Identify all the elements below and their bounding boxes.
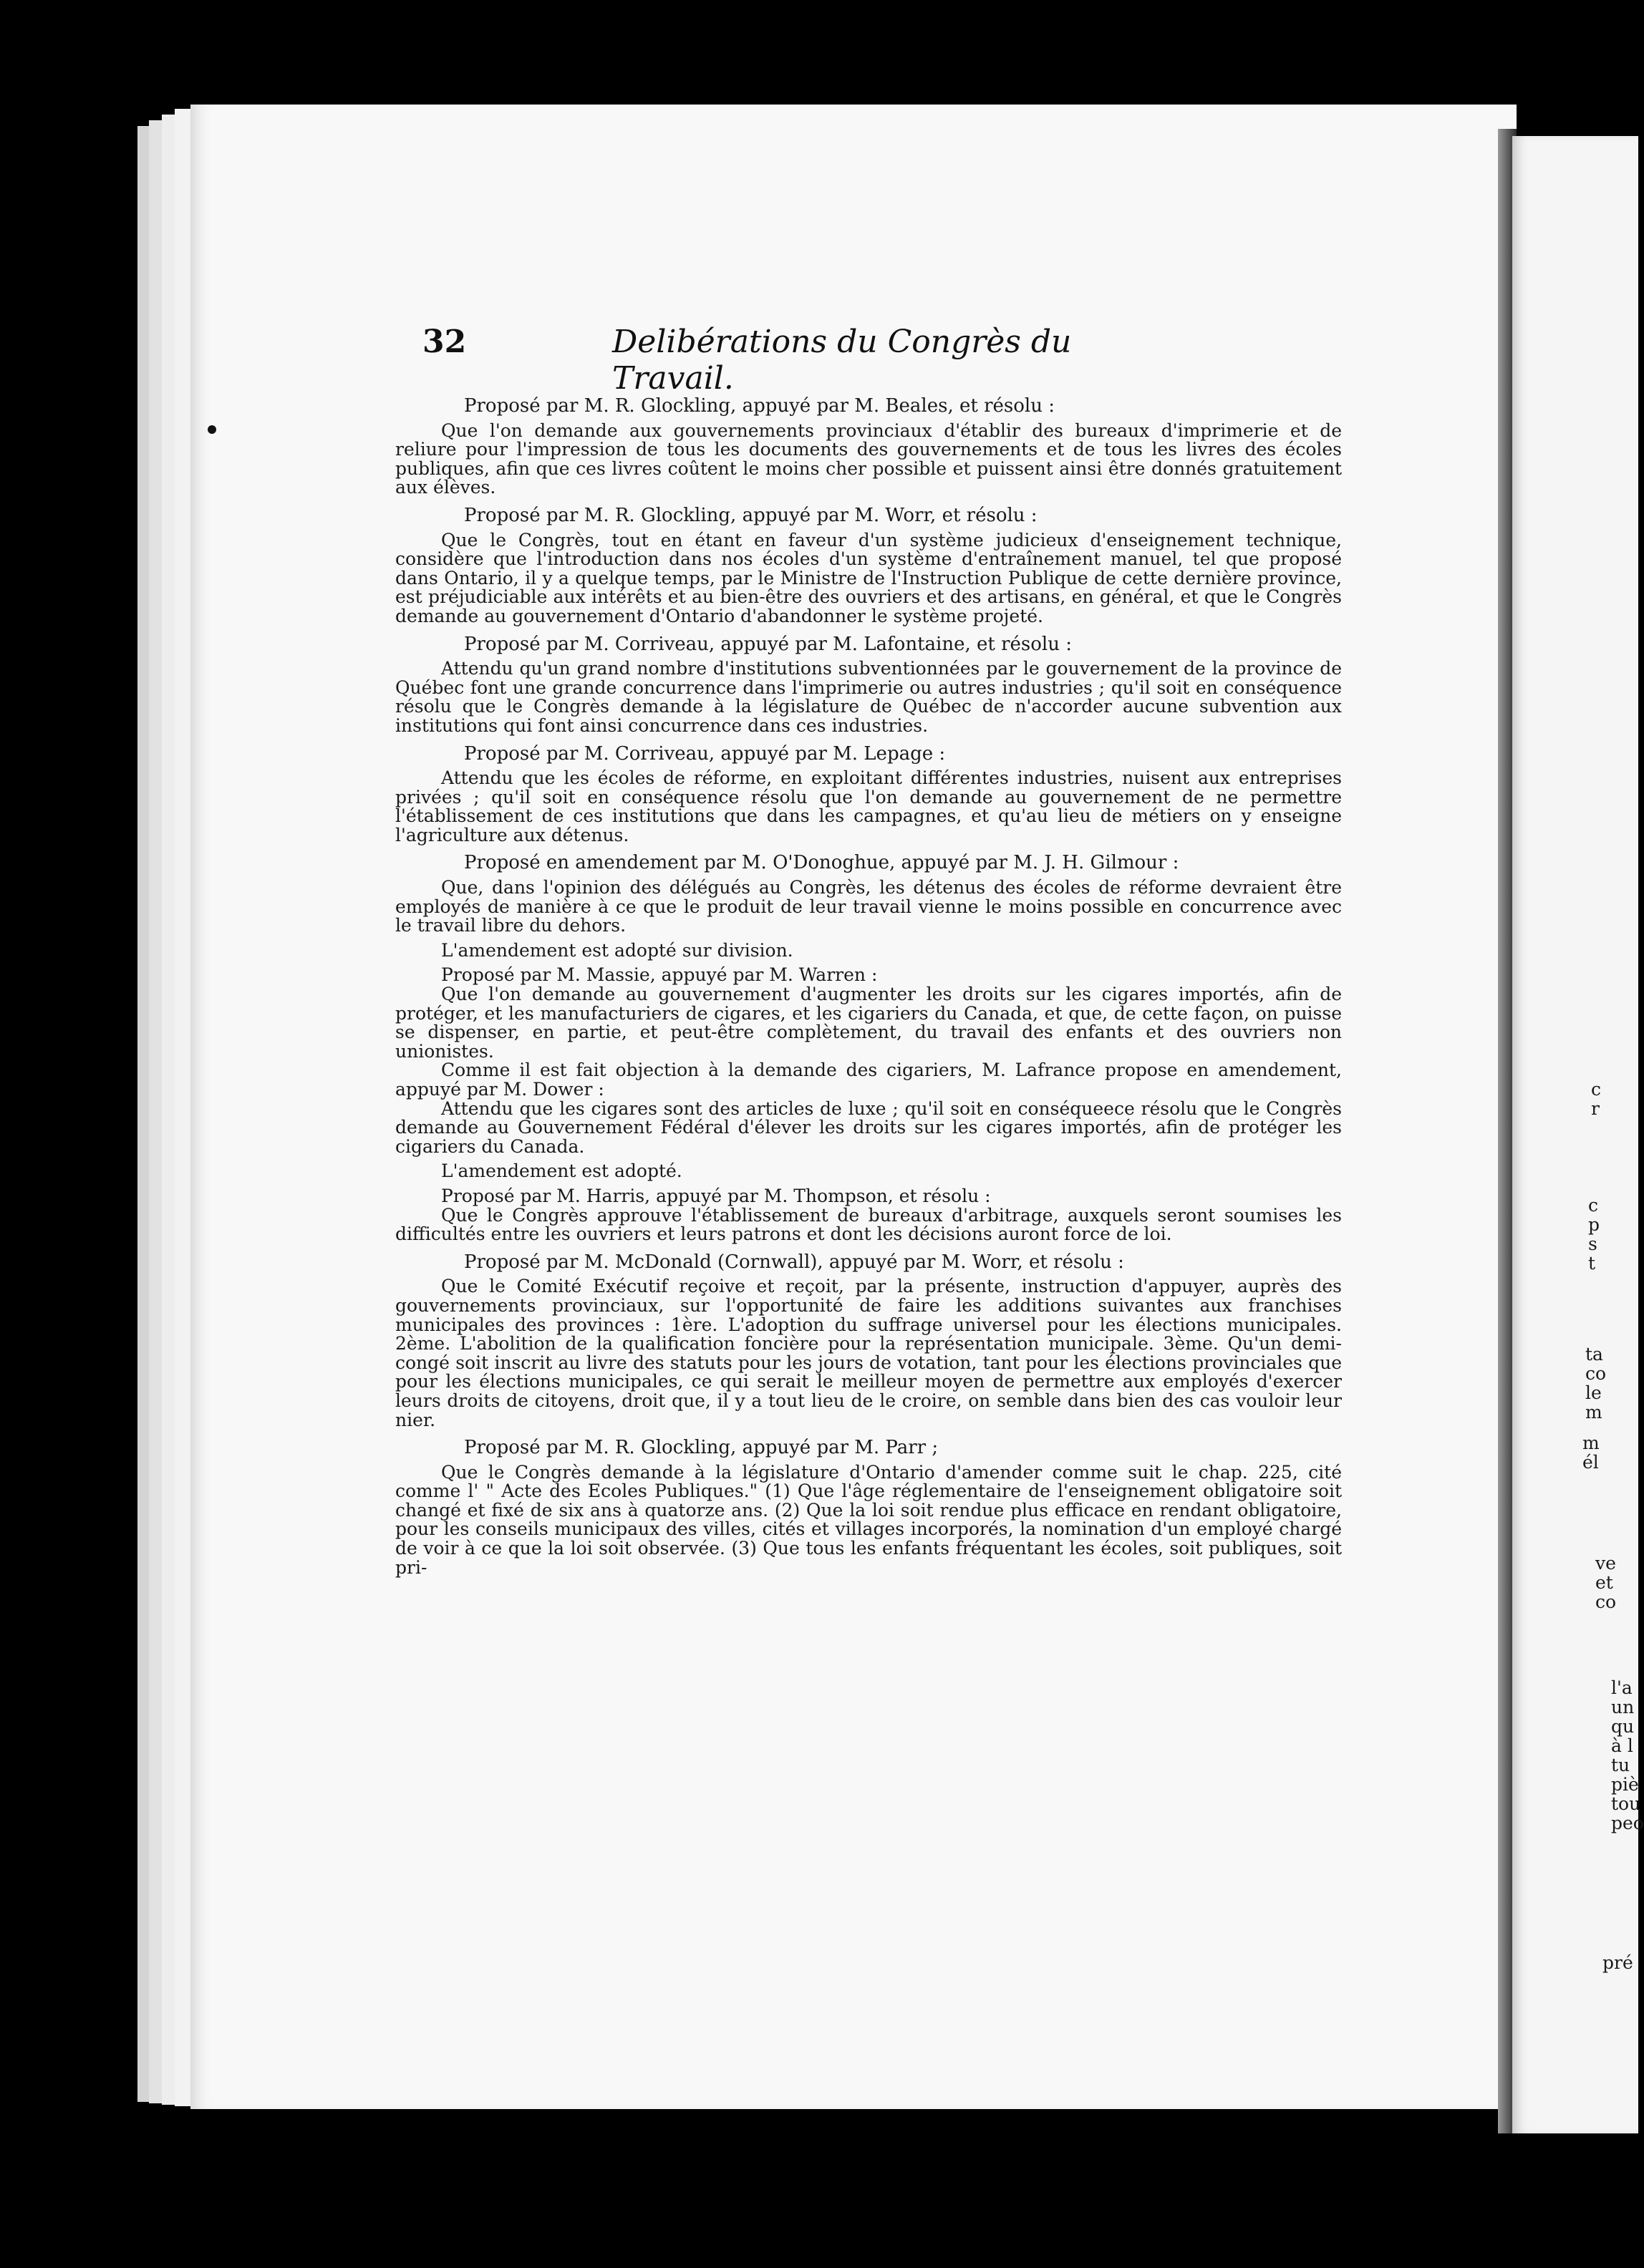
procedural-note: Proposé par M. Massie, appuyé par M. Warren : bbox=[441, 964, 878, 986]
resolution-paragraph: Que l'on demande au gouvernement d'augmenter les droits sur les cigares importés, afin de protéger, et les manufacturiers de cigares, et les cigariers du Canada, et que, de cette façon, on puisse se dispenser, en partie, et peut-être complètement, du travail des enfants et des ouvriers non unionistes. bbox=[395, 984, 1342, 1062]
motion-heading: Proposé par M. R. Glockling, appuyé par M. Beales, et résolu : bbox=[464, 395, 1055, 417]
fragment-line: qu bbox=[1611, 1716, 1635, 1737]
fragment-line: tou bbox=[1611, 1793, 1641, 1814]
fragment-line: piè bbox=[1611, 1774, 1639, 1795]
motion-heading: Proposé en amendement par M. O'Donoghue, appuyé par M. J. H. Gilmour : bbox=[464, 852, 1179, 874]
facing-page-fragment bbox=[1588, 1196, 1600, 1273]
facing-page-fragment bbox=[1582, 1433, 1600, 1472]
facing-page-fragment bbox=[1595, 1554, 1616, 1612]
facing-page-fragment bbox=[1591, 1080, 1601, 1118]
fragment-line: l'a bbox=[1611, 1677, 1633, 1698]
motion-heading: Proposé par M. Corriveau, appuyé par M. Lepage : bbox=[464, 742, 946, 765]
fragment-line: ve bbox=[1595, 1553, 1616, 1574]
fragment-line: co bbox=[1585, 1363, 1607, 1384]
fragment-line: c bbox=[1591, 1079, 1602, 1100]
resolution-paragraph: Que le Congrès, tout en étant en faveur d'un système judicieux d'enseignement technique, considère que l'introduction dans nos écoles d'un système d'entraînement manuel, tel que proposé dans Ontario, il y a quelque temps, par le Ministre de l'Instruction Publique de cette dernière province, est préjudiciable aux intérêts et au bien-être des ouvriers et des artisans, en général, et que le Congrès demande au gouvernement d'Ontario d'abandonner le système projeté. bbox=[395, 529, 1342, 626]
motion-heading: Proposé par M. Corriveau, appuyé par M. Lafontaine, et résolu : bbox=[464, 633, 1072, 655]
motion-heading: Proposé par M. R. Glockling, appuyé par M. Parr ; bbox=[464, 1437, 939, 1459]
fragment-line: à l bbox=[1611, 1735, 1633, 1756]
facing-page bbox=[1512, 136, 1638, 2133]
fragment-line: pré bbox=[1602, 1952, 1633, 1973]
resolution-paragraph: Attendu que les écoles de réforme, en exploitant différentes industries, nuisent aux entreprises privées ; qu'il soit en conséquence résolu que l'on demande au gouvernement de ne permettre l'établissement de ces institutions que dans les campagnes, et qu'au lieu de métiers on y enseigne l'agriculture aux détenus. bbox=[395, 767, 1342, 845]
resolution-paragraph: Que, dans l'opinion des délégués au Congrès, les détenus des écoles de réforme devraient être employés de manière à ce que le produit de leur travail vienne le moins possible en concurrence avec le travail libre du dehors. bbox=[395, 877, 1342, 936]
fragment-line: un bbox=[1611, 1697, 1635, 1717]
facing-page-fragment bbox=[1611, 1678, 1644, 1833]
resolution-paragraph: Attendu qu'un grand nombre d'institutions subventionnées par le gouvernement de la province de Québec font une grande concurrence dans l'imprimerie ou autres industries ; qu'il soit en conséquence résolu que le Congrès demande à la législature de Québec de n'accorder aucune subvention aux institutions qui font ainsi concurrence dans ces industries. bbox=[395, 658, 1342, 736]
page-number: 32 bbox=[422, 324, 467, 360]
motion-heading: Proposé par M. R. Glockling, appuyé par M. Worr, et résolu : bbox=[464, 504, 1038, 526]
fragment-line: r bbox=[1591, 1098, 1600, 1119]
motion-heading: Proposé par M. McDonald (Cornwall), appuyé par M. Worr, et résolu : bbox=[464, 1251, 1124, 1273]
fragment-line: p bbox=[1588, 1214, 1600, 1235]
resolution-paragraph: Attendu que les cigares sont des articles de luxe ; qu'il soit en conséqueece résolu que le Congrès demande au Gouvernement Fédéral d'élever les droits sur les cigares importés, afin de protéger les cigariers du Canada. bbox=[395, 1097, 1342, 1157]
resolution-paragraph: Que le Comité Exécutif reçoive et reçoit, par la présente, instruction d'appuyer, auprès des gouvernements provinciaux, sur l'opportunité de faire les additions suivantes aux franchises municipales des provinces : 1ère. L'adoption du suffrage universel pour les élections municipales. 2ème. L'abolition de la qualification foncière pour la représentation municipale. 3ème. Qu'un demi-congé soit inscrit au livre des statuts pour les jours de votation, tant pour les élections provinciales que pour les élections municipales, ce qui serait le meilleur moyen de permettre aux employés d'exercer leurs droits de citoyens, droit que, il y a tout lieu de le croire, on semble dans bien des cas vouloir leur nier. bbox=[395, 1276, 1342, 1430]
fragment-line: m bbox=[1582, 1433, 1600, 1453]
fragment-line: peo bbox=[1611, 1813, 1644, 1833]
running-title: Delibérations du Congrès du Travail. bbox=[612, 324, 1072, 397]
fragment-line: s bbox=[1588, 1234, 1597, 1254]
procedural-note: Proposé par M. Harris, appuyé par M. Thompson, et résolu : bbox=[441, 1185, 991, 1206]
fragment-line: ta bbox=[1585, 1344, 1603, 1365]
fragment-line: le bbox=[1585, 1382, 1602, 1403]
page-body bbox=[395, 388, 1342, 1577]
resolution-paragraph: Comme il est fait objection à la demande des cigariers, M. Lafrance propose en amendement, appuyé par M. Dower : bbox=[395, 1060, 1342, 1100]
facing-page-fragment bbox=[1585, 1344, 1606, 1422]
fragment-line: c bbox=[1588, 1195, 1599, 1216]
fragment-line: él bbox=[1582, 1452, 1599, 1473]
margin-mark bbox=[208, 425, 216, 434]
fragment-line: et bbox=[1595, 1572, 1613, 1593]
facing-page-fragment bbox=[1602, 1953, 1633, 1972]
procedural-note: L'amendement est adopté sur division. bbox=[441, 939, 793, 961]
resolution-paragraph: Que l'on demande aux gouvernements provinciaux d'établir des bureaux d'imprimerie et de reliure pour l'impression de tous les documents des gouvernements et de tous les livres des écoles publiques, afin que ces livres coûtent le moins cher possible et puissent ainsi être donnés gratuitement aux élèves. bbox=[395, 420, 1342, 498]
resolution-paragraph: Que le Congrès approuve l'établissement de bureaux d'arbitrage, auxquels seront soumises les difficultés entre les ouvriers et leurs patrons et dont les décisions auront force de loi. bbox=[395, 1204, 1342, 1245]
fragment-line: tu bbox=[1611, 1755, 1630, 1775]
fragment-line: co bbox=[1595, 1591, 1617, 1612]
procedural-note: L'amendement est adopté. bbox=[441, 1160, 682, 1182]
resolution-paragraph: Que le Congrès demande à la législature d'Ontario d'amender comme suit le chap. 225, cité comme l' " Acte des Ecoles Publiques." (1) Que l'âge réglementaire de l'enseignement obligatoire soit changé et fixé de six ans à quatorze ans. (2) Que la loi soit rendue plus efficace en rendant obligatoire, pour les conseils municipaux des villes, cités et villages incorporés, la nomination d'un employé chargé de voir à ce que la loi soit observée. (3) Que tous les enfants fréquentant les écoles, soit publiques, soit pri- bbox=[395, 1461, 1342, 1578]
fragment-line: m bbox=[1585, 1402, 1602, 1423]
fragment-line: t bbox=[1588, 1253, 1596, 1274]
page-header bbox=[422, 324, 1181, 397]
